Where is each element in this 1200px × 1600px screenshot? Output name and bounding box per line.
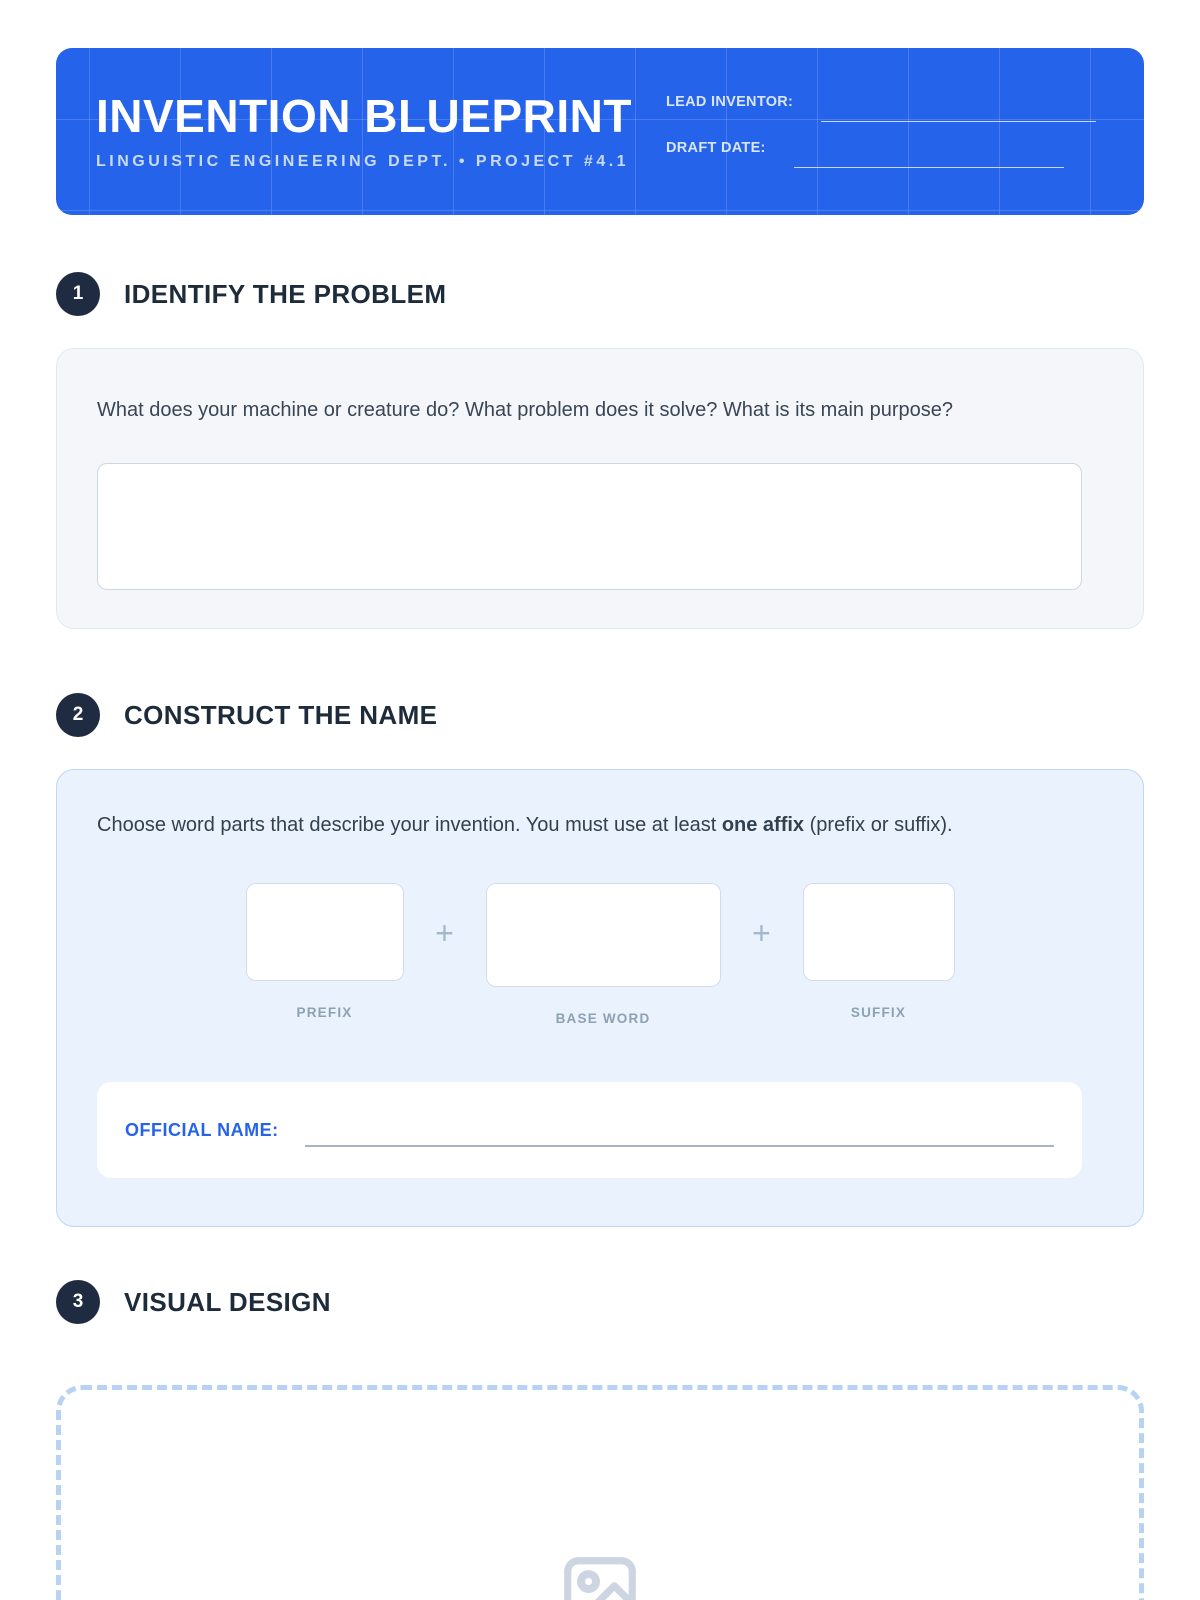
image-icon [557,1550,643,1600]
lead-inventor-field [666,94,1096,124]
header-fields [666,94,1096,170]
section-heading-name [56,693,1144,737]
section-number-badge: 3 [56,1280,100,1324]
section-heading-problem [56,272,1144,316]
suffix-label: SUFFIX [850,1005,907,1020]
blueprint-header [56,48,1144,215]
base-word-slot [486,883,721,1026]
draft-date-label: DRAFT DATE: [666,139,766,156]
problem-prompt: What does your machine or creature do? What problem does it solve? What is its main purpose? [97,399,953,421]
base-word-label: BASE WORD [555,1011,651,1026]
official-name-bar [97,1082,1082,1178]
base-word-input-box[interactable] [486,883,721,987]
section-number-badge: 1 [56,272,100,316]
page-title: INVENTION BLUEPRINT [96,89,632,142]
section-title-problem: IDENTIFY THE PROBLEM [124,278,447,309]
name-instruction: Choose word parts that describe your invention. You must use at least one affix (prefix or suffix). [97,814,953,836]
section-title-visual: VISUAL DESIGN [124,1286,331,1317]
lead-inventor-write-line[interactable] [821,121,1096,122]
name-card [56,769,1144,1227]
lead-inventor-label: LEAD INVENTOR: [666,93,794,110]
section-title-name: CONSTRUCT THE NAME [124,699,438,730]
suffix-input-box[interactable] [803,883,955,981]
section-number-badge: 2 [56,693,100,737]
plus-sign: + [752,914,771,951]
prefix-label: PREFIX [296,1005,353,1020]
official-name-write-line[interactable] [305,1145,1054,1147]
problem-answer-textarea[interactable] [97,463,1082,590]
official-name-label: OFFICIAL NAME: [125,1119,279,1140]
prefix-slot [246,883,404,1020]
draft-date-write-line[interactable] [794,167,1064,168]
suffix-slot [803,883,955,1020]
drawing-canvas-area[interactable] [56,1385,1144,1600]
section-heading-visual [56,1280,1144,1324]
header-title-block [96,89,632,171]
problem-card [56,348,1144,629]
prefix-input-box[interactable] [246,883,404,981]
plus-sign: + [435,914,454,951]
draft-date-field [666,140,1096,170]
name-builder [97,883,1103,1026]
page-subtitle: LINGUISTIC ENGINEERING DEPT. • PROJECT #4.1 [96,152,630,170]
